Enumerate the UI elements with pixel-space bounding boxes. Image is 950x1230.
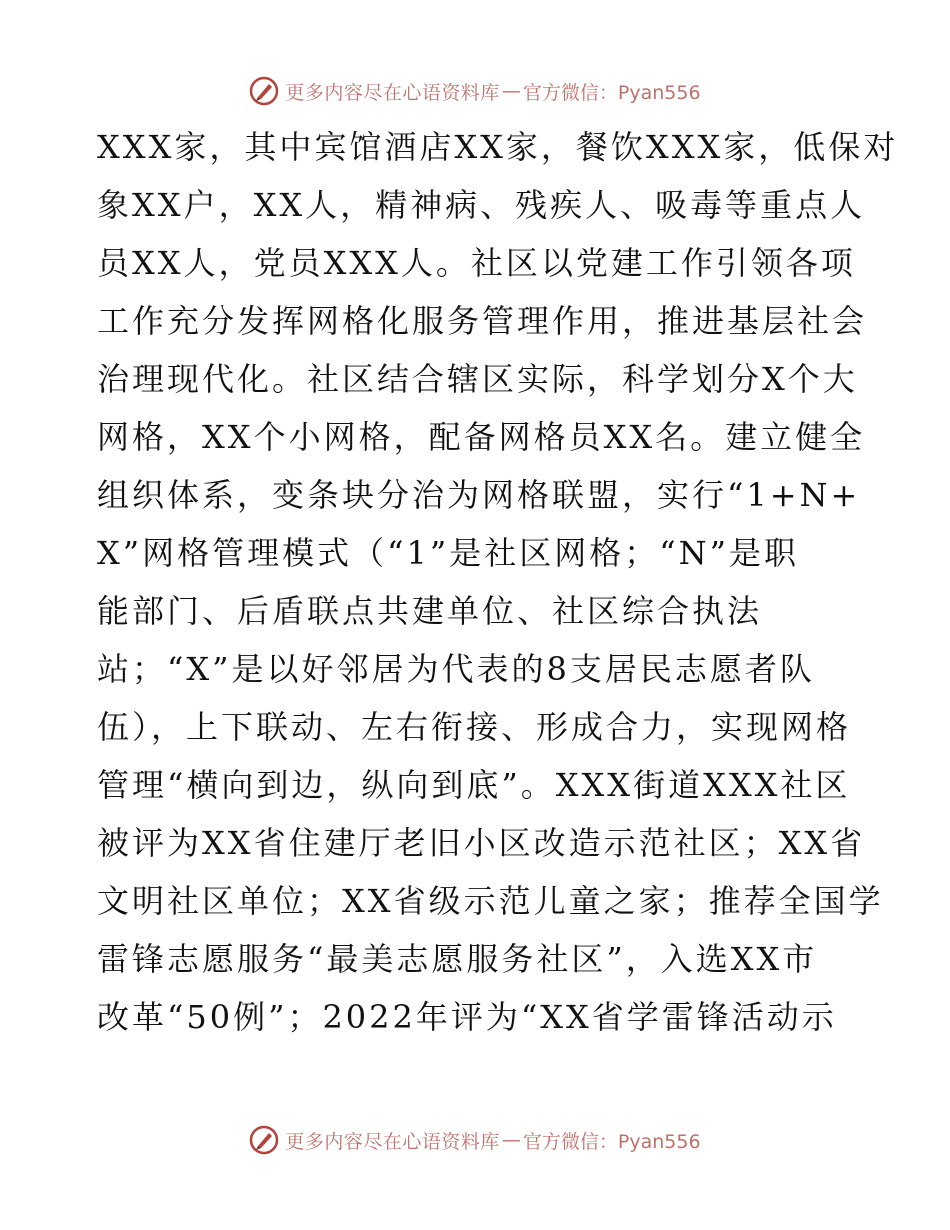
paragraph-line: 能部门、后盾联点共建单位、社区综合执法 <box>97 592 763 630</box>
paragraph-line: XXX家，其中宾馆酒店XX家，餐饮XXX家，低保对 <box>97 128 899 166</box>
header-watermark <box>0 71 950 111</box>
pen-logo-icon <box>249 76 279 106</box>
paragraph-line: X”网格管理模式（“1”是社区网格；“N”是职 <box>97 534 799 572</box>
paragraph-line: 组织体系，变条块分治为网格联盟，实行“1+N+ <box>97 476 861 514</box>
paragraph-line: 治理现代化。社区结合辖区实际，科学划分X个大 <box>97 360 858 398</box>
paragraph-line: 象XX户，XX人，精神病、残疾人、吸毒等重点人 <box>97 186 866 224</box>
watermark-text: 更多内容尽在心语资料库 <box>285 1130 500 1153</box>
paragraph-line: 网格，XX个小网格，配备网格员XX名。建立健全 <box>97 418 866 456</box>
document-body <box>97 118 899 1046</box>
paragraph-line: 员XX人，党员XXX人。社区以党建工作引领各项 <box>97 244 856 282</box>
paragraph-line: 改革“50例”；2022年评为“XX省学雷锋活动示 <box>97 998 837 1036</box>
watermark-handle: 官方微信：Pyan556 <box>522 81 701 104</box>
paragraph-line: 雷锋志愿服务“最美志愿服务社区”，入选XX市 <box>97 940 818 978</box>
paragraph-line: 文明社区单位；XX省级示范儿童之家；推荐全国学 <box>97 882 884 920</box>
paragraph-line: 被评为XX省住建厅老旧小区改造示范社区；XX省 <box>97 824 866 862</box>
footer-watermark <box>0 1120 950 1160</box>
paragraph-line: 伍），上下联动、左右衔接、形成合力，实现网格 <box>97 708 852 746</box>
watermark-handle: 官方微信：Pyan556 <box>522 1130 701 1153</box>
watermark-text: 更多内容尽在心语资料库 <box>285 81 500 104</box>
paragraph-line: 站；“X”是以好邻居为代表的8支居民志愿者队 <box>97 650 815 688</box>
paragraph-line: 管理“横向到边，纵向到底”。XXX街道XXX社区 <box>97 766 851 804</box>
paragraph-line: 工作充分发挥网格化服务管理作用，推进基层社会 <box>97 302 868 340</box>
watermark-separator: — <box>501 1129 521 1151</box>
watermark-separator: — <box>501 80 521 102</box>
pen-logo-icon <box>249 1125 279 1155</box>
